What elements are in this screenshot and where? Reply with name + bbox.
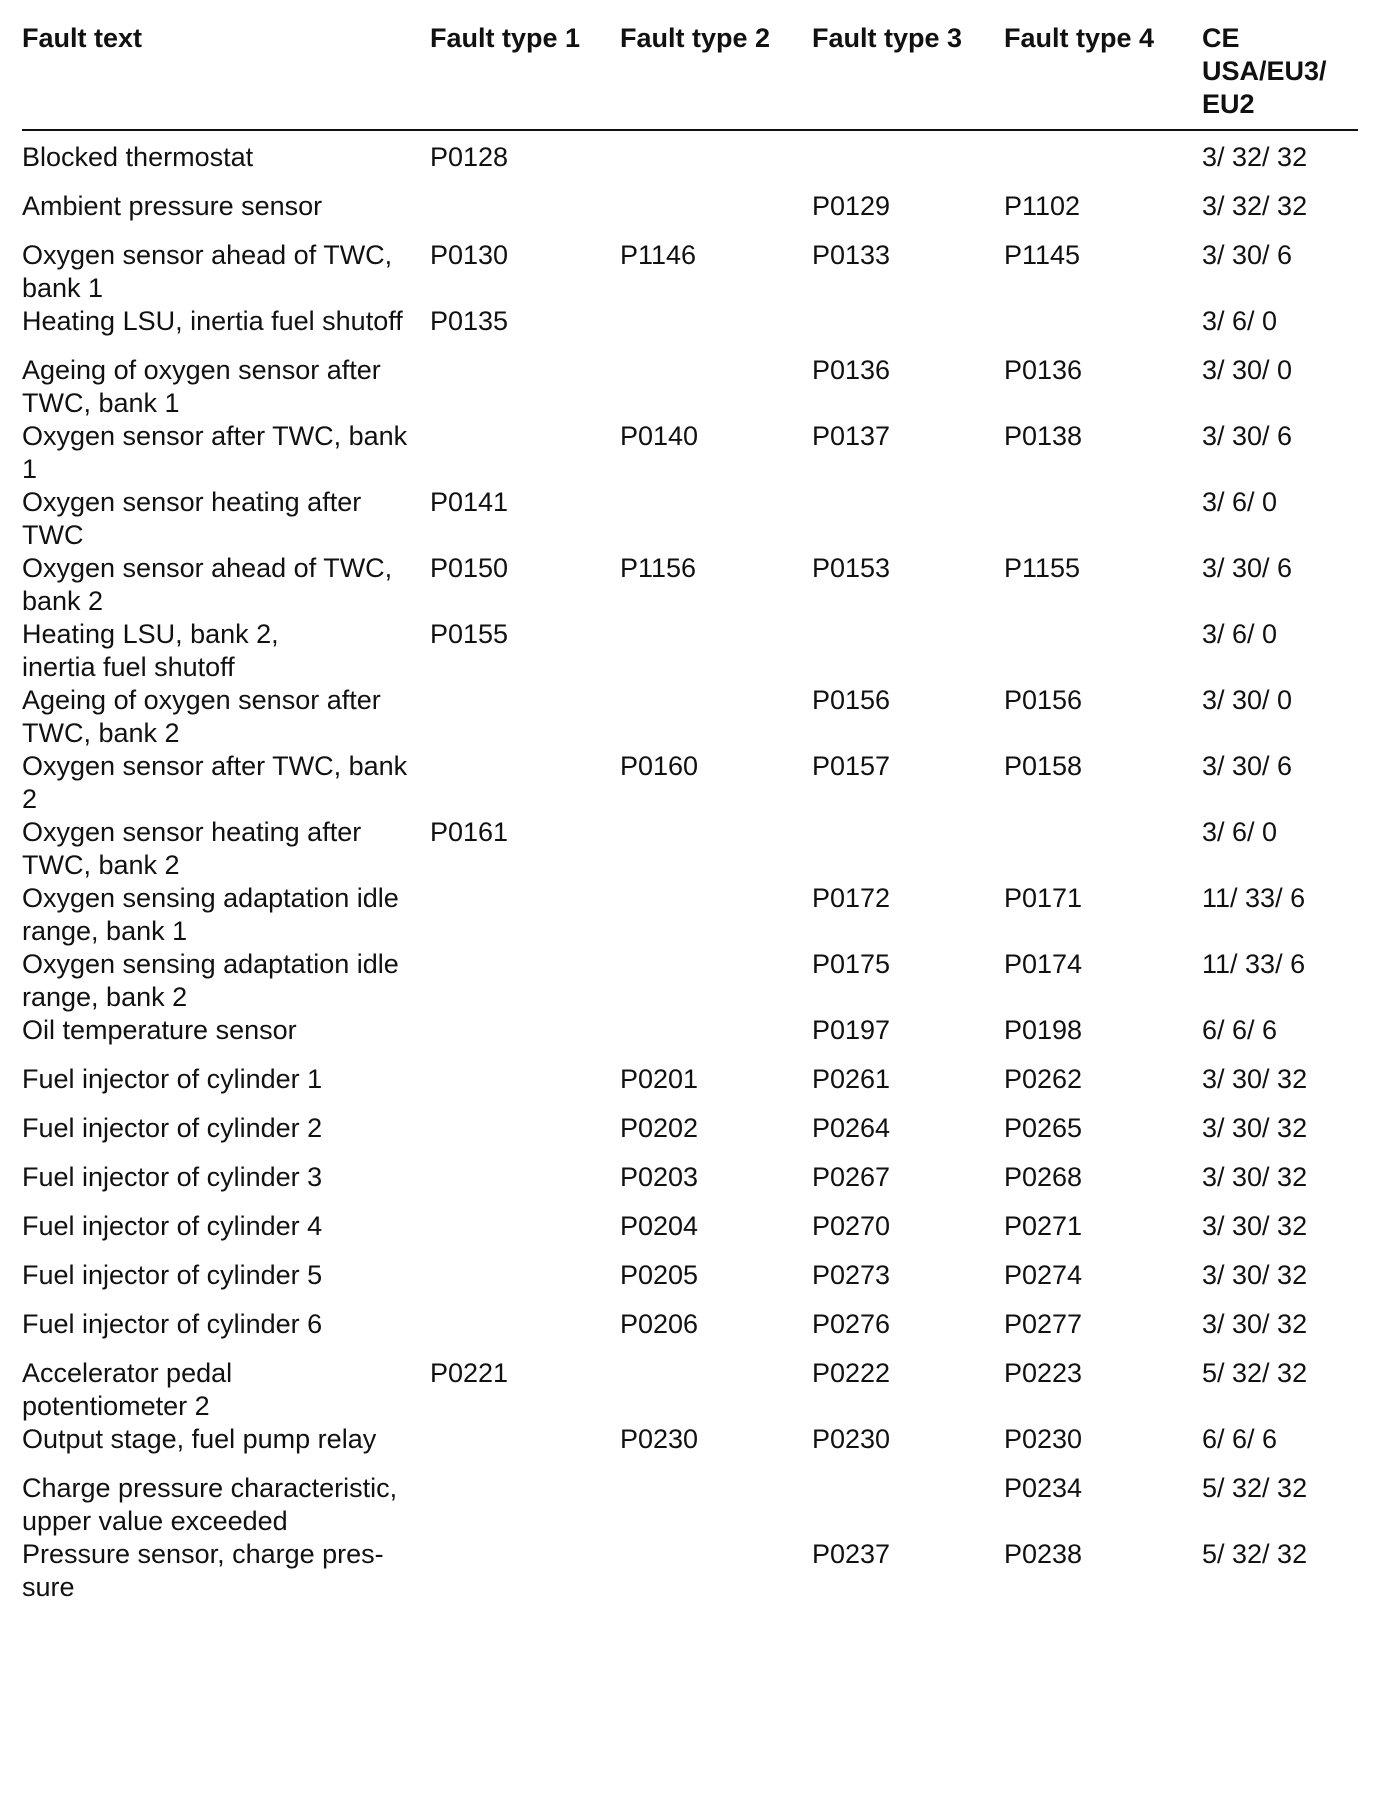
table-row: [22, 816, 1358, 882]
fault-text-line: Oxygen sensor heating after TWC: [22, 487, 362, 550]
cell-fault-type-4: P0158: [1004, 751, 1083, 781]
cell-fault-text: [22, 1423, 430, 1472]
cell-fault-text: [22, 190, 430, 239]
cell-fault-type-4: P1102: [1004, 191, 1081, 221]
cell-fault-type-3: P0129: [812, 191, 891, 221]
header-ce-line: USA/EU3/: [1202, 56, 1327, 86]
fault-text-line: Ambient pressure sensor: [22, 191, 323, 221]
fault-text-line: Blocked thermostat: [22, 142, 254, 172]
cell-ce: 3/ 30/ 0: [1202, 355, 1293, 385]
cell-fault-type-3: P0157: [812, 751, 891, 781]
cell-fault-type-4: [1004, 816, 1202, 882]
cell-fault-type-2: [620, 305, 812, 354]
cell-ce: 3/ 6/ 0: [1202, 619, 1278, 649]
fault-text-line: Oxygen sensor after TWC, bank: [22, 421, 408, 451]
cell-fault-type-2: P0230: [620, 1424, 699, 1454]
cell-fault-type-4: P0262: [1004, 1064, 1083, 1094]
cell-ce: 3/ 32/ 32: [1202, 142, 1308, 172]
table-row: [22, 1014, 1358, 1063]
fault-text-line: Oil temperature sensor: [22, 1015, 297, 1045]
cell-fault-type-3: [812, 486, 1004, 552]
cell-ce: 3/ 30/ 32: [1202, 1064, 1308, 1094]
cell-fault-type-2: [620, 486, 812, 552]
table-row: [22, 1472, 1358, 1538]
cell-fault-type-4: [1004, 305, 1202, 354]
table-row: [22, 750, 1358, 816]
cell-ce: 3/ 6/ 0: [1202, 487, 1278, 517]
fault-text-line: Pressure sensor, charge pres-: [22, 1539, 384, 1569]
cell-fault-type-1: P0135: [430, 306, 509, 336]
cell-fault-type-3: P0197: [812, 1015, 891, 1045]
cell-fault-text: [22, 1161, 430, 1210]
cell-fault-type-4: P0274: [1004, 1260, 1083, 1290]
table-row: [22, 948, 1358, 1014]
table-row: [22, 190, 1358, 239]
cell-fault-type-4: [1004, 130, 1202, 190]
cell-fault-type-4: P0277: [1004, 1309, 1083, 1339]
cell-fault-type-4: P0230: [1004, 1424, 1083, 1454]
cell-fault-text: [22, 750, 430, 816]
cell-fault-type-2: [620, 1472, 812, 1538]
table-body: [22, 130, 1358, 1604]
fault-text-line: Oxygen sensor after TWC, bank: [22, 751, 408, 781]
fault-text-line: bank 2: [22, 586, 104, 616]
header-ce: [1202, 22, 1358, 130]
cell-ce: 3/ 30/ 32: [1202, 1309, 1308, 1339]
cell-fault-type-1: [430, 882, 620, 948]
cell-fault-type-1: P0221: [430, 1358, 509, 1388]
table-row: [22, 618, 1358, 684]
cell-fault-type-2: [620, 190, 812, 239]
table-row: [22, 1210, 1358, 1259]
cell-fault-type-4: [1004, 618, 1202, 684]
fault-text-line: Fuel injector of cylinder 3: [22, 1162, 323, 1192]
cell-fault-type-3: P0172: [812, 883, 891, 913]
cell-fault-text: [22, 948, 430, 1014]
fault-text-line: TWC, bank 2: [22, 718, 180, 748]
cell-fault-type-2: [620, 1357, 812, 1423]
fault-text-line: Fuel injector of cylinder 1: [22, 1064, 323, 1094]
cell-fault-type-1: [430, 1259, 620, 1308]
cell-fault-type-2: P0204: [620, 1211, 699, 1241]
table-row: [22, 1308, 1358, 1357]
cell-fault-type-3: [812, 618, 1004, 684]
cell-fault-type-1: [430, 354, 620, 420]
table-row: [22, 239, 1358, 305]
table-row: [22, 1357, 1358, 1423]
table-row: [22, 552, 1358, 618]
cell-fault-text: [22, 486, 430, 552]
cell-fault-type-1: [430, 420, 620, 486]
table-row: [22, 1063, 1358, 1112]
fault-text-line: Oxygen sensing adaptation idle: [22, 949, 399, 979]
cell-fault-type-1: P0150: [430, 553, 509, 583]
cell-fault-text: [22, 552, 430, 618]
cell-fault-type-1: [430, 190, 620, 239]
cell-ce: 3/ 30/ 6: [1202, 240, 1293, 270]
cell-ce: 5/ 32/ 32: [1202, 1358, 1308, 1388]
cell-fault-text: [22, 239, 430, 305]
table-row: [22, 1538, 1358, 1604]
cell-fault-type-2: P0202: [620, 1113, 699, 1143]
cell-fault-text: [22, 1259, 430, 1308]
cell-fault-type-2: P0203: [620, 1162, 699, 1192]
cell-fault-text: [22, 305, 430, 354]
table-row: [22, 1423, 1358, 1472]
fault-text-line: range, bank 2: [22, 982, 188, 1012]
cell-ce: 11/ 33/ 6: [1202, 949, 1306, 979]
cell-fault-type-3: [812, 816, 1004, 882]
fault-text-line: TWC, bank 1: [22, 388, 180, 418]
cell-fault-type-3: P0137: [812, 421, 891, 451]
cell-fault-type-3: P0261: [812, 1064, 891, 1094]
cell-fault-type-1: [430, 684, 620, 750]
cell-fault-type-1: P0155: [430, 619, 509, 649]
fault-text-line: Ageing of oxygen sensor after: [22, 685, 381, 715]
table-row: [22, 1112, 1358, 1161]
cell-fault-text: [22, 816, 430, 882]
table-row: [22, 1161, 1358, 1210]
cell-fault-type-1: [430, 1308, 620, 1357]
cell-fault-type-1: [430, 1014, 620, 1063]
cell-fault-type-1: [430, 1472, 620, 1538]
cell-fault-type-4: P0268: [1004, 1162, 1083, 1192]
table-row: [22, 420, 1358, 486]
table-row: [22, 354, 1358, 420]
cell-fault-type-3: P0222: [812, 1358, 891, 1388]
header-fault-type-4: Fault type 4: [1004, 23, 1155, 53]
cell-fault-type-4: P0271: [1004, 1211, 1083, 1241]
cell-fault-type-1: P0130: [430, 240, 509, 270]
document-page: [22, 22, 1358, 1604]
cell-fault-type-3: P0136: [812, 355, 891, 385]
fault-text-line: potentiometer 2: [22, 1391, 210, 1421]
cell-fault-type-1: [430, 1210, 620, 1259]
cell-ce: 3/ 30/ 6: [1202, 421, 1293, 451]
cell-fault-type-3: P0153: [812, 553, 891, 583]
fault-text-line: Oxygen sensing adaptation idle: [22, 883, 399, 913]
fault-text-line: Oxygen sensor heating after: [22, 817, 362, 847]
table-header-row: [22, 22, 1358, 130]
cell-fault-type-3: P0267: [812, 1162, 891, 1192]
cell-fault-type-3: P0175: [812, 949, 891, 979]
cell-fault-type-4: [1004, 486, 1202, 552]
cell-ce: 3/ 30/ 6: [1202, 751, 1293, 781]
cell-ce: 3/ 6/ 0: [1202, 306, 1278, 336]
cell-fault-text: [22, 420, 430, 486]
cell-fault-type-3: P0237: [812, 1539, 891, 1569]
table-row: [22, 882, 1358, 948]
cell-fault-type-1: P0161: [430, 817, 509, 847]
header-ce-line: EU2: [1202, 89, 1255, 119]
cell-fault-type-3: P0273: [812, 1260, 891, 1290]
cell-fault-type-1: [430, 1423, 620, 1472]
header-fault-text: Fault text: [22, 23, 143, 53]
cell-ce: 3/ 6/ 0: [1202, 817, 1278, 847]
cell-ce: 3/ 30/ 0: [1202, 685, 1293, 715]
cell-fault-type-1: [430, 1538, 620, 1604]
cell-fault-type-4: P0138: [1004, 421, 1083, 451]
fault-text-line: Fuel injector of cylinder 2: [22, 1113, 323, 1143]
fault-code-table: [22, 22, 1358, 1604]
fault-text-line: Oxygen sensor ahead of TWC,: [22, 553, 393, 583]
cell-fault-type-4: P1145: [1004, 240, 1081, 270]
fault-text-line: 1: [22, 454, 38, 484]
cell-fault-type-2: [620, 1538, 812, 1604]
cell-fault-type-2: [620, 816, 812, 882]
fault-text-line: Charge pressure characteristic,: [22, 1473, 398, 1503]
table-row: [22, 486, 1358, 552]
table-row: [22, 130, 1358, 190]
cell-fault-type-3: [812, 130, 1004, 190]
cell-fault-type-4: P0234: [1004, 1473, 1083, 1503]
cell-fault-type-2: P0205: [620, 1260, 699, 1290]
fault-text-line: Ageing of oxygen sensor after: [22, 355, 381, 385]
cell-fault-text: [22, 1014, 430, 1063]
cell-fault-text: [22, 1063, 430, 1112]
fault-text-line: 2: [22, 784, 38, 814]
header-fault-type-3: Fault type 3: [812, 23, 963, 53]
cell-ce: 3/ 30/ 32: [1202, 1211, 1308, 1241]
cell-ce: 3/ 30/ 32: [1202, 1162, 1308, 1192]
cell-fault-type-2: P0201: [620, 1064, 699, 1094]
cell-fault-text: [22, 1308, 430, 1357]
cell-fault-type-4: P0238: [1004, 1539, 1083, 1569]
cell-fault-text: [22, 1210, 430, 1259]
cell-ce: 3/ 30/ 6: [1202, 553, 1293, 583]
cell-ce: 5/ 32/ 32: [1202, 1473, 1308, 1503]
fault-text-line: sure: [22, 1572, 75, 1602]
cell-fault-type-1: [430, 1161, 620, 1210]
cell-fault-type-2: [620, 130, 812, 190]
cell-fault-type-2: [620, 684, 812, 750]
fault-text-line: upper value exceeded: [22, 1506, 288, 1536]
cell-fault-text: [22, 1357, 430, 1423]
cell-fault-type-2: [620, 948, 812, 1014]
table-row: [22, 1259, 1358, 1308]
cell-ce: 6/ 6/ 6: [1202, 1015, 1278, 1045]
fault-text-line: bank 1: [22, 273, 104, 303]
cell-fault-text: [22, 1112, 430, 1161]
cell-fault-type-1: [430, 750, 620, 816]
cell-ce: 6/ 6/ 6: [1202, 1424, 1278, 1454]
cell-fault-type-3: P0264: [812, 1113, 891, 1143]
cell-fault-text: [22, 130, 430, 190]
table-row: [22, 684, 1358, 750]
cell-fault-type-3: P0156: [812, 685, 891, 715]
header-fault-type-2: Fault type 2: [620, 23, 771, 53]
fault-text-line: range, bank 1: [22, 916, 188, 946]
header-ce-line: CE: [1202, 23, 1240, 53]
cell-fault-type-3: P0270: [812, 1211, 891, 1241]
fault-text-line: Output stage, fuel pump relay: [22, 1424, 377, 1454]
fault-text-line: Heating LSU, bank 2,: [22, 619, 279, 649]
cell-fault-text: [22, 354, 430, 420]
cell-fault-type-3: P0276: [812, 1309, 891, 1339]
cell-fault-type-2: P1146: [620, 240, 697, 270]
cell-fault-type-1: [430, 1063, 620, 1112]
cell-fault-text: [22, 1472, 430, 1538]
cell-fault-text: [22, 882, 430, 948]
cell-fault-text: [22, 618, 430, 684]
cell-fault-type-1: P0128: [430, 142, 509, 172]
cell-fault-type-2: P1156: [620, 553, 697, 583]
fault-text-line: inertia fuel shutoff: [22, 652, 235, 682]
cell-fault-type-2: P0160: [620, 751, 699, 781]
cell-fault-type-3: [812, 305, 1004, 354]
cell-ce: 5/ 32/ 32: [1202, 1539, 1308, 1569]
cell-fault-type-4: P1155: [1004, 553, 1081, 583]
cell-ce: 11/ 33/ 6: [1202, 883, 1306, 913]
cell-fault-type-2: [620, 1014, 812, 1063]
cell-fault-type-4: P0171: [1004, 883, 1083, 913]
cell-fault-type-4: P0174: [1004, 949, 1083, 979]
cell-fault-type-4: P0156: [1004, 685, 1083, 715]
cell-fault-type-4: P0265: [1004, 1113, 1083, 1143]
cell-fault-text: [22, 1538, 430, 1604]
fault-text-line: Fuel injector of cylinder 6: [22, 1309, 323, 1339]
cell-fault-type-4: P0223: [1004, 1358, 1083, 1388]
cell-ce: 3/ 32/ 32: [1202, 191, 1308, 221]
cell-fault-type-2: [620, 882, 812, 948]
cell-ce: 3/ 30/ 32: [1202, 1113, 1308, 1143]
fault-text-line: Fuel injector of cylinder 5: [22, 1260, 323, 1290]
cell-fault-type-1: P0141: [430, 487, 509, 517]
fault-text-line: Accelerator pedal: [22, 1358, 233, 1388]
cell-fault-type-2: [620, 354, 812, 420]
cell-fault-type-3: [812, 1472, 1004, 1538]
cell-fault-type-3: P0230: [812, 1424, 891, 1454]
cell-fault-text: [22, 684, 430, 750]
header-fault-type-1: Fault type 1: [430, 23, 581, 53]
fault-text-line: Fuel injector of cylinder 4: [22, 1211, 323, 1241]
cell-fault-type-2: [620, 618, 812, 684]
fault-text-line: Oxygen sensor ahead of TWC,: [22, 240, 393, 270]
cell-fault-type-3: P0133: [812, 240, 891, 270]
fault-text-line: Heating LSU, inertia fuel shutoff: [22, 306, 403, 336]
cell-fault-type-1: [430, 1112, 620, 1161]
cell-ce: 3/ 30/ 32: [1202, 1260, 1308, 1290]
cell-fault-type-2: P0140: [620, 421, 699, 451]
cell-fault-type-4: P0136: [1004, 355, 1083, 385]
cell-fault-type-2: P0206: [620, 1309, 699, 1339]
fault-text-line: TWC, bank 2: [22, 850, 180, 880]
cell-fault-type-1: [430, 948, 620, 1014]
cell-fault-type-4: P0198: [1004, 1015, 1083, 1045]
table-row: [22, 305, 1358, 354]
